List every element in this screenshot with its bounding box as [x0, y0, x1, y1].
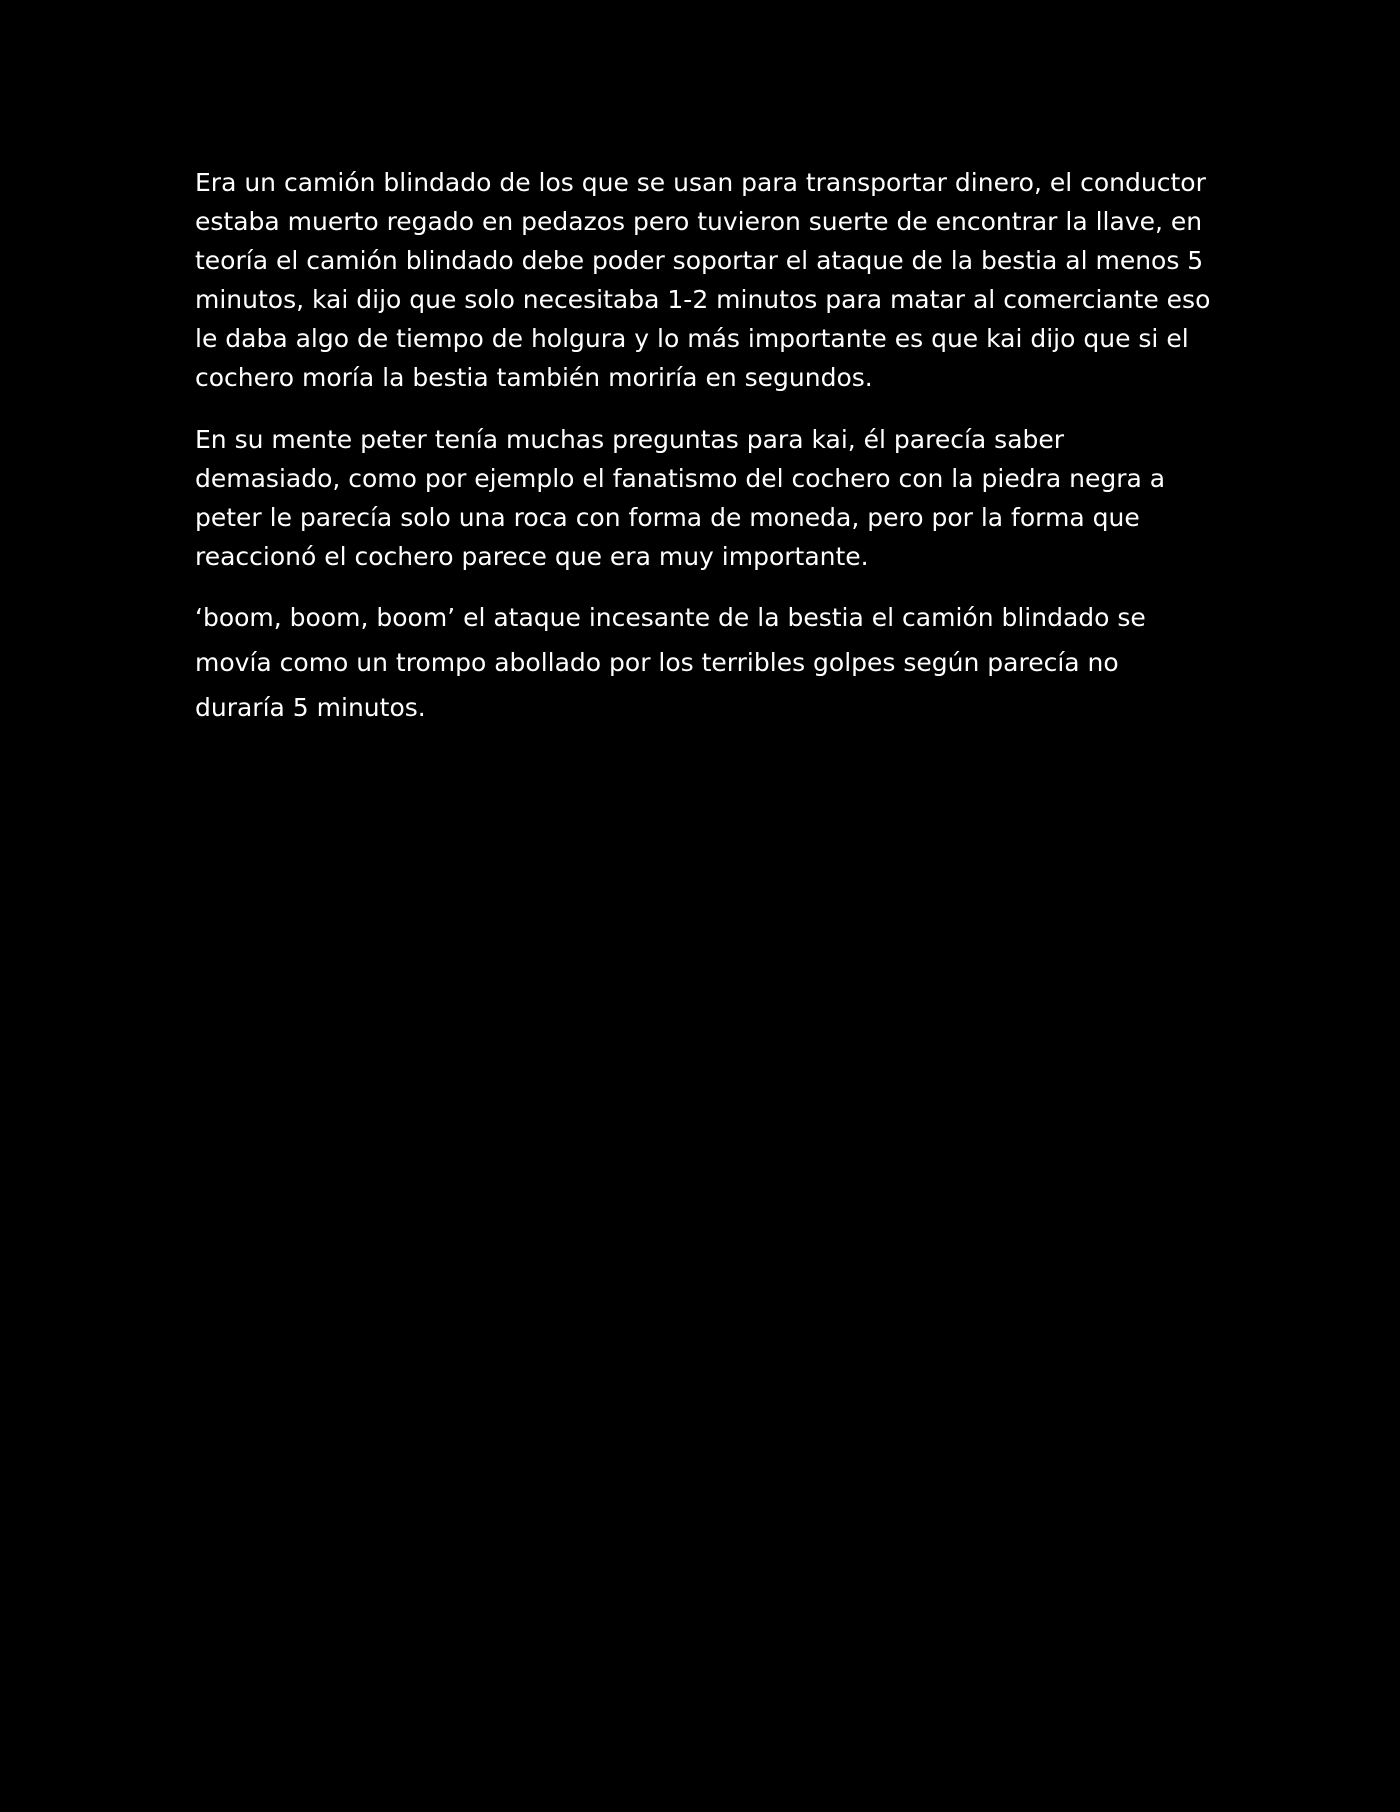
paragraph-3: ‘boom, boom, boom’ el ataque incesante de la bestia el camión blindado se movía como un trompo abollado por los terribles golpes según parecía no duraría 5 minutos.	[195, 603, 1146, 722]
story-text	[195, 163, 1215, 753]
paragraph-1: Era un camión blindado de los que se usan para transportar dinero, el conductor estaba muerto regado en pedazos pero tuvieron suerte de encontrar la llave, en teoría el camión blindado debe poder soportar el ataque de la bestia al menos 5 minutos, kai dijo que solo necesitaba 1-2 minutos para matar al comerciante eso le daba algo de tiempo de holgura y lo más importante es que kai dijo que si el cochero moría la bestia también moriría en segundos.	[195, 168, 1211, 392]
paragraph-2: En su mente peter tenía muchas preguntas para kai, él parecía saber demasiado, como por ejemplo el fanatismo del cochero con la piedra negra a peter le parecía solo una roca con forma de moneda, pero por la forma que reaccionó el cochero parece que era muy importante.	[195, 425, 1166, 571]
